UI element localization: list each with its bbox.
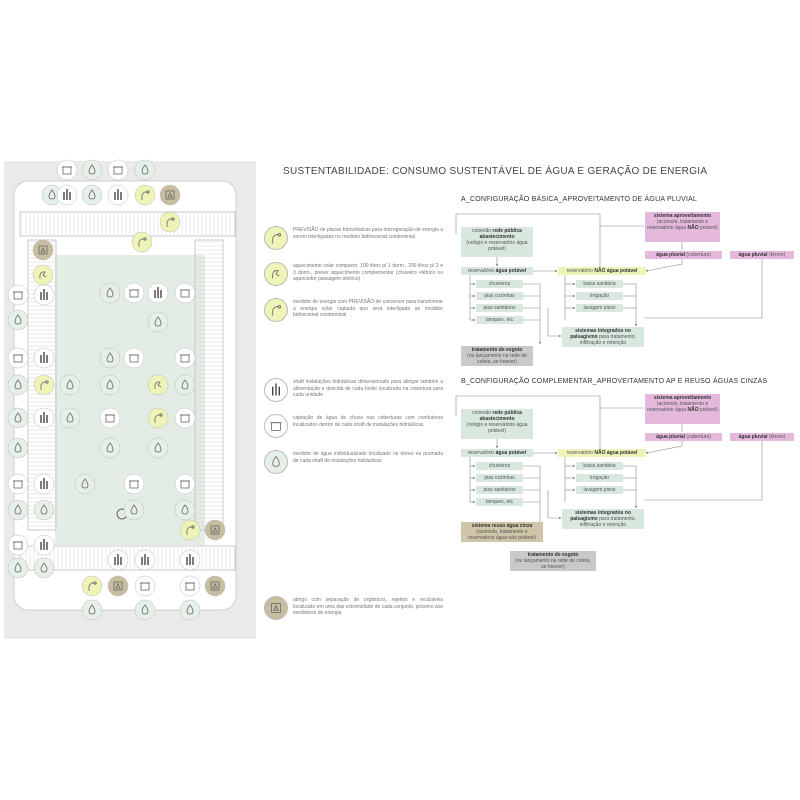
rainwater-roof-box: água pluvial (cobertura) xyxy=(645,433,722,441)
potable-reservoir-box: reservatório água potável xyxy=(461,267,533,275)
rainwater-system-box: sistema aproveitamento (acúmulo, tratamento e reservatório água NÃO potável) xyxy=(645,212,720,242)
landscape-system-box: sistemas integrados no paisagismo para tratamento, infiltração e retenção xyxy=(562,509,644,529)
public-network-box: conexão rede pública abastecimento (relógio e reservatório água potável) xyxy=(461,409,533,439)
legend-text: aquecimento solar compacto: 100 litros p/ 1 dorm., 200 litros p/ 2 e 3 dorm., prever aquecimento complementar (chuveiro elétrico ou aquecedor passagem elétrico) xyxy=(293,263,443,282)
page-title: SUSTENTABILIDADE: CONSUMO SUSTENTÁVEL DE ÁGUA E GERAÇÃO DE ENERGIA xyxy=(283,166,708,177)
use-2: pias sanitários xyxy=(476,304,523,312)
rainwater-system-box: sistema aproveitamento (acúmulo, tratamento e reservatório água NÃO potável) xyxy=(645,394,720,424)
use-2: pias sanitários xyxy=(476,486,523,494)
sewage-treatment-box: tratamento de esgoto (ou lançamento na rede de coleta, se houver) xyxy=(461,346,533,366)
nonpotable-use-1: irrigação xyxy=(576,474,623,482)
nonpotable-reservoir-box: reservatório NÃO água potável xyxy=(558,267,646,275)
legend-text: abrigo com separação de orgânicos, rejeitos e recicláveis localizado em uma das extremidade de cada conjunto, próximo aos medidores de energia xyxy=(293,597,443,616)
nonpotable-use-2: lavagem pisos xyxy=(576,304,623,312)
use-3: tanques, etc xyxy=(476,498,523,506)
rainwater-ground-box: água pluvial (térreo) xyxy=(730,251,794,259)
legend-text: medidor de água individualizado localizado no térreo na prumada de cada shaft de instalações hidráulicas xyxy=(293,451,443,464)
use-1: pias cozinhas xyxy=(476,292,523,300)
nonpotable-use-0: bacia sanitária xyxy=(576,462,623,470)
legend-text: captação de água de chuva nas coberturas com condutores localizados dentro de cada shaft de instalações hidráulicas xyxy=(293,415,443,428)
use-0: chuveiros xyxy=(476,462,523,470)
nonpotable-use-2: lavagem pisos xyxy=(576,486,623,494)
legend-text: PREVISÃO de placas fotovoltaicas para microgeração de energia a serem interligadas no medidor bidirecional condominial xyxy=(293,227,443,240)
nonpotable-reservoir-box: reservatório NÃO água potável xyxy=(558,449,646,457)
nonpotable-use-1: irrigação xyxy=(576,292,623,300)
nonpotable-use-0: bacia sanitária xyxy=(576,280,623,288)
use-3: tanques, etc xyxy=(476,316,523,324)
sewage-treatment-box: tratamento de esgoto (ou lançamento na rede de coleta, se houver) xyxy=(510,551,596,571)
rainwater-ground-box: água pluvial (térreo) xyxy=(730,433,794,441)
legend-text: medidor de energia com PREVISÃO de conversor para transformar a energia solar captada que será interligada ao medidor bidirecional condominial xyxy=(293,299,443,318)
public-network-box: conexão rede pública abastecimento (relógio e reservatório água potável) xyxy=(461,227,533,257)
section-a-title: A_CONFIGURAÇÃO BÁSICA_APROVEITAMENTO DE ÁGUA PLUVIAL xyxy=(461,196,698,203)
use-1: pias cozinhas xyxy=(476,474,523,482)
section-b-title: B_CONFIGURAÇÃO COMPLEMENTAR_APROVEITAMENTO AP E REUSO ÁGUAS CINZAS xyxy=(461,378,768,385)
rainwater-roof-box: água pluvial (cobertura) xyxy=(645,251,722,259)
potable-reservoir-box: reservatório água potável xyxy=(461,449,533,457)
legend-text: shaft instalações hidráulicas dimensionado para abrigar também a alimentação e descida de cada boiler localizado na cobertura para cada unidade xyxy=(293,379,443,398)
landscape-system-box: sistemas integrados no paisagismo para tratamento, infiltração e retenção xyxy=(562,327,644,347)
greywater-reuse-box: sistema reuso água cinza (acúmulo, tratamento e reservatório água não potável) xyxy=(461,522,543,542)
use-0: chuveiros xyxy=(476,280,523,288)
